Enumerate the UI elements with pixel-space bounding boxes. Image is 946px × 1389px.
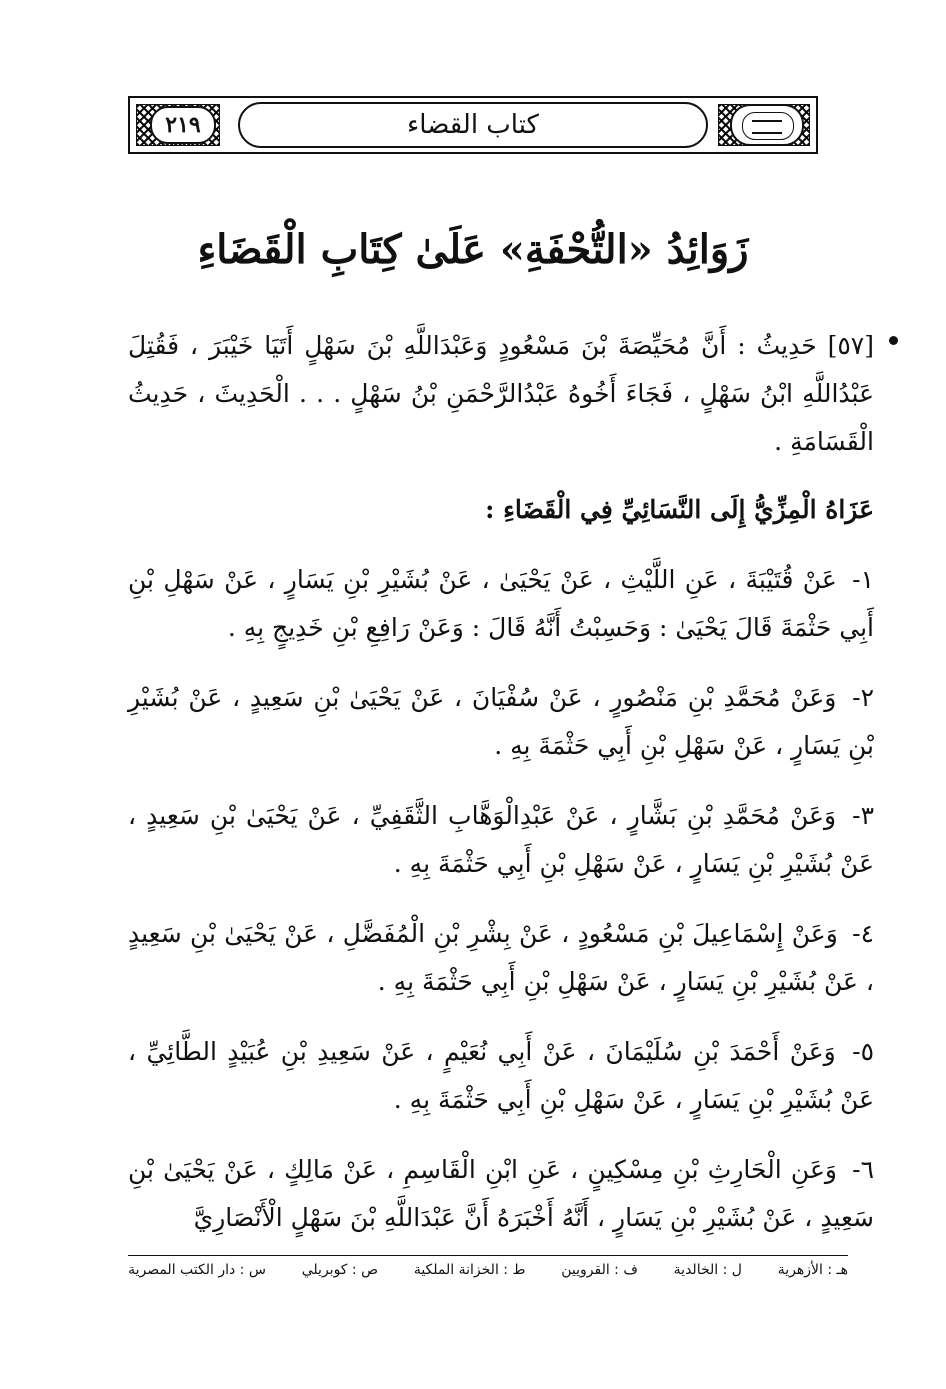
- page-header: [128, 96, 818, 154]
- hadith-paragraph: [128, 322, 874, 466]
- chain-item: [128, 1028, 874, 1124]
- chain-item: [128, 1146, 874, 1242]
- chain-text: وَعَنْ أَحْمَدَ بْنِ سُلَيْمَانَ ، عَنْ أَبِي نُعَيْمٍ ، عَنْ سَعِيدِ بْنِ عُبَيْدٍ الطَّائِيِّ ، عَنْ بُشَيْرِ بْنِ يَسَارٍ ، عَنْ سَهْلِ بْنِ أَبِي حَثْمَةَ بِهِ .: [128, 1037, 874, 1114]
- manuscript-sigla: [128, 1262, 848, 1278]
- book-title: كتاب القضاء: [407, 110, 539, 140]
- header-band: [128, 96, 818, 154]
- footnote-divider: [128, 1255, 848, 1256]
- chain-text: وَعَنْ مُحَمَّدِ بْنِ مَنْصُورٍ ، عَنْ سُفْيَانَ ، عَنْ يَحْيَىٰ بْنِ سَعِيدٍ ، عَنْ بُشَيْرِ بْنِ يَسَارٍ ، عَنْ سَهْلِ بْنِ أَبِي حَثْمَةَ بِهِ .: [128, 683, 874, 760]
- bullet-icon: [889, 336, 898, 345]
- sigla-item: ف : القرويين: [561, 1262, 638, 1278]
- chain-text: وَعَنِ الْحَارِثِ بْنِ مِسْكِينٍ ، عَنِ ابْنِ الْقَاسِمِ ، عَنْ مَالِكٍ ، عَنْ يَحْيَىٰ بْنِ سَعِيدٍ ، عَنْ بُشَيْرِ بْنِ يَسَارٍ ، أَنَّهُ أَخْبَرَهُ أَنَّ عَبْدَاللَّهِ بْنَ سَهْلٍ الْأَنْصَارِيَّ: [128, 1155, 874, 1232]
- sigla-item: س : دار الكتب المصرية: [128, 1262, 266, 1278]
- chain-number: ٢-: [852, 683, 874, 712]
- chain-item: [128, 792, 874, 888]
- chain-number: ١-: [852, 565, 874, 594]
- sigla-item: ل : الخالدية: [673, 1262, 742, 1278]
- header-cartouche: [238, 102, 708, 148]
- attribution-heading: عَزَاهُ الْمِزِّيُّ إِلَى النَّسَائِيِّ فِي الْقَضَاءِ :: [485, 495, 874, 524]
- chain-number: ٦-: [852, 1155, 874, 1184]
- chain-number: ٣-: [852, 801, 875, 830]
- chain-number: ٤-: [852, 919, 875, 948]
- publisher-logo-icon: [730, 104, 804, 146]
- chain-item: [128, 556, 874, 652]
- main-title: زَوَائِدُ «التُّحْفَةِ» عَلَىٰ كِتَابِ الْقَضَاءِ: [197, 226, 749, 273]
- chain-text: عَنْ قُتَيْبَةَ ، عَنِ اللَّيْثِ ، عَنْ يَحْيَىٰ ، عَنْ بُشَيْرِ بْنِ يَسَارٍ ، عَنْ سَهْلِ بْنِ أَبِي حَثْمَةَ قَالَ يَحْيَىٰ : وَحَسِبْتُ أَنَّهُ قَالَ : وَعَنْ رَافِعِ بْنِ خَدِيجٍ بِهِ .: [128, 565, 874, 642]
- page-number: ٢١٩: [150, 106, 216, 144]
- chain-text: وَعَنْ إِسْمَاعِيلَ بْنِ مَسْعُودٍ ، عَنْ بِشْرِ بْنِ الْمُفَضَّلِ ، عَنْ يَحْيَىٰ بْنِ سَعِيدٍ ، عَنْ بُشَيْرِ بْنِ يَسَارٍ ، عَنْ سَهْلِ بْنِ أَبِي حَثْمَةَ بِهِ .: [128, 919, 874, 996]
- sigla-item: ص : كوبريلي: [301, 1262, 379, 1278]
- chain-item: [128, 910, 874, 1006]
- chain-item: [128, 674, 874, 770]
- hadith-text: [٥٧] حَدِيثُ : أَنَّ مُحَيِّصَةَ بْنَ مَسْعُودٍ وَعَبْدَاللَّهِ بْنَ سَهْلٍ أَتَيَا خَيْبَرَ ، فَقُتِلَ عَبْدُاللَّهِ ابْنُ سَهْلٍ ، فَجَاءَ أَخُوهُ عَبْدُالرَّحْمَنِ بْنُ سَهْلٍ . . . الْحَدِيثَ ، حَدِيثُ الْقَسَامَةِ .: [128, 331, 874, 456]
- body-text: [128, 322, 874, 1264]
- chain-number: ٥-: [852, 1037, 874, 1066]
- chain-text: وَعَنْ مُحَمَّدِ بْنِ بَشَّارٍ ، عَنْ عَبْدِالْوَهَّابِ الثَّقَفِيِّ ، عَنْ يَحْيَىٰ بْنِ سَعِيدٍ ، عَنْ بُشَيْرِ بْنِ يَسَارٍ ، عَنْ سَهْلِ بْنِ أَبِي حَثْمَةَ بِهِ .: [128, 801, 874, 878]
- sigla-item: هـ : الأزهرية: [777, 1262, 848, 1278]
- sigla-item: ط : الخزانة الملكية: [413, 1262, 526, 1278]
